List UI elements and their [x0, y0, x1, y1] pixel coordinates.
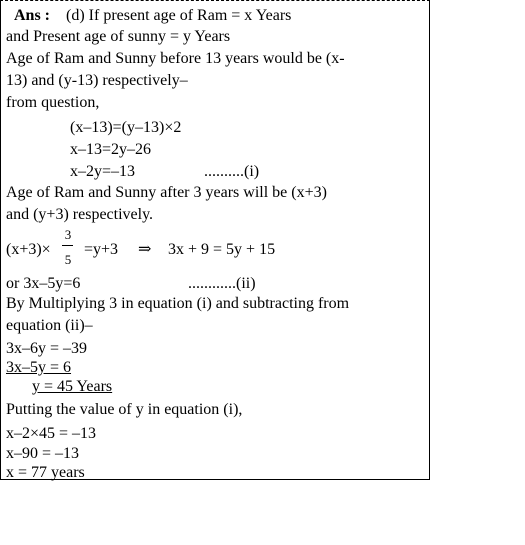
line-present-age-ram: (d) If present age of Ram = x Years: [66, 7, 292, 24]
simplified-equation: 3x + 9 = 5y + 15: [168, 241, 276, 258]
ans-label: Ans :: [14, 7, 51, 24]
fraction-numerator: 3: [64, 227, 72, 242]
line-after-3-years: Age of Ram and Sunny after 3 years will be (x+3): [6, 184, 327, 201]
implies-arrow-icon: ⇒: [138, 241, 152, 258]
substitution-line-1: x–2×45 = –13: [6, 425, 97, 442]
fraction-equation-rhs: =y+3: [84, 241, 119, 258]
line-before-13-years: Age of Ram and Sunny before 13 years would be (x-: [6, 50, 345, 67]
substitution-line-2: x–90 = –13: [6, 445, 80, 462]
fraction-equation-lhs: (x+3)×: [6, 241, 51, 258]
equation-label-i: ..........(i): [204, 163, 260, 180]
equation-2: x–13=2y–26: [70, 141, 152, 158]
line-after-3-years-cont: and (y+3) respectively.: [6, 206, 154, 223]
equation-ii: or 3x–5y=6: [6, 275, 81, 292]
equation-3: x–2y=–13: [70, 163, 136, 180]
equation-label-ii: ............(ii): [188, 275, 256, 292]
line-putting-value: Putting the value of y in equation (i),: [6, 401, 243, 418]
answer-box-top-border: [0, 0, 430, 2]
result-y: y = 45 Years: [32, 378, 113, 395]
fraction-bar: [62, 245, 73, 246]
equation-1: (x–13)=(y–13)×2: [70, 119, 182, 136]
line-present-age-sunny: and Present age of sunny = y Years: [6, 28, 231, 45]
result-x: x = 77 years: [6, 464, 85, 481]
line-before-13-years-cont: 13) and (y-13) respectively–: [6, 72, 188, 89]
line-multiplying: By Multiplying 3 in equation (i) and subtracting from: [6, 295, 350, 312]
line-from-question: from question,: [6, 94, 100, 111]
fraction-denominator: 5: [64, 252, 72, 267]
subtraction-line-1: 3x–6y = –39: [6, 340, 88, 357]
subtraction-line-2: 3x–5y = 6: [6, 359, 72, 376]
line-equation-ii: equation (ii)–: [6, 317, 93, 334]
